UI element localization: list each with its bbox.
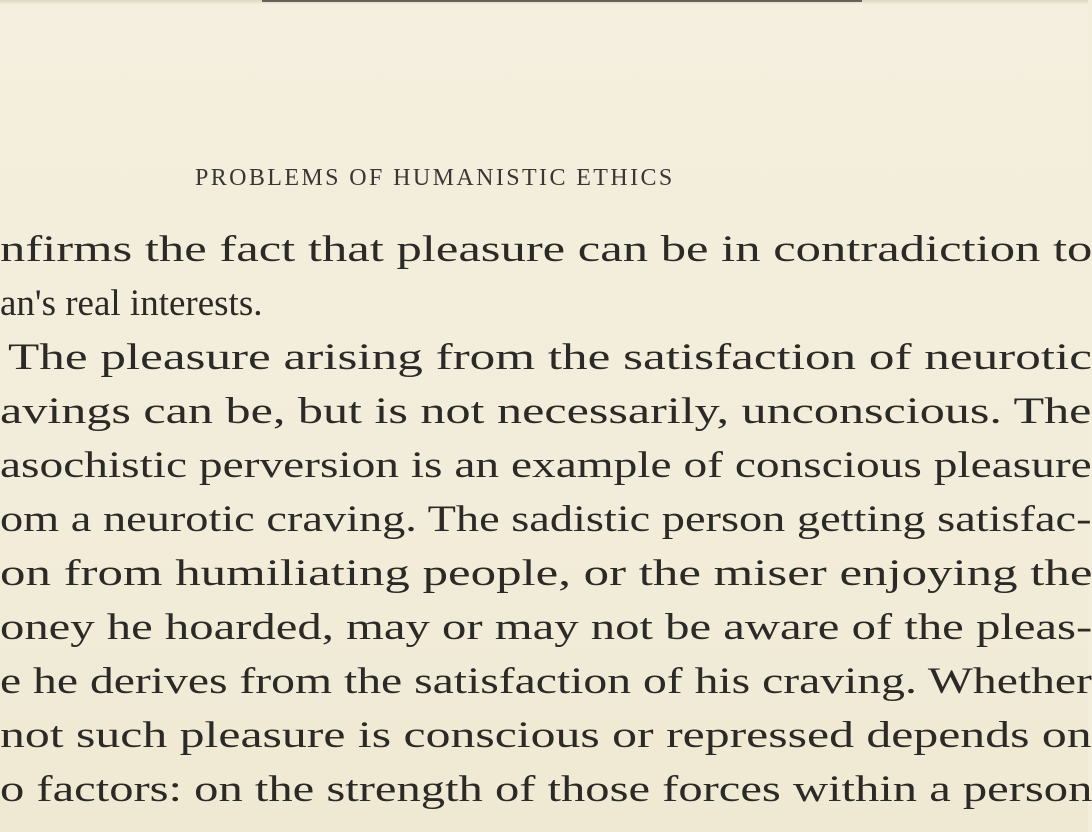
body-line: o factors: on the strength of those forces within a person bbox=[0, 769, 1092, 810]
page-number bbox=[0, 163, 2, 196]
body-line: an's real interests. bbox=[0, 283, 263, 324]
body-line: not such pleasure is conscious or repressed depends on bbox=[0, 715, 1092, 756]
body-line: e he derives from the satisfaction of his craving. Whether bbox=[0, 661, 1092, 702]
body-line: oney he hoarded, may or may not be aware of the pleas- bbox=[0, 607, 1092, 648]
top-rule bbox=[262, 0, 862, 2]
running-head: PROBLEMS OF HUMANISTIC ETHICS bbox=[195, 165, 675, 191]
body-line: om a neurotic craving. The sadistic person getting satisfac- bbox=[0, 499, 1092, 540]
body-line: nfirms the fact that pleasure can be in contradiction to bbox=[0, 229, 1092, 270]
body-line: asochistic perversion is an example of conscious pleasure bbox=[0, 445, 1092, 486]
body-line: The pleasure arising from the satisfaction of neurotic bbox=[8, 337, 1092, 378]
body-line: avings can be, but is not necessarily, unconscious. The bbox=[0, 391, 1092, 432]
body-line: on from humiliating people, or the miser enjoying the bbox=[0, 553, 1092, 594]
